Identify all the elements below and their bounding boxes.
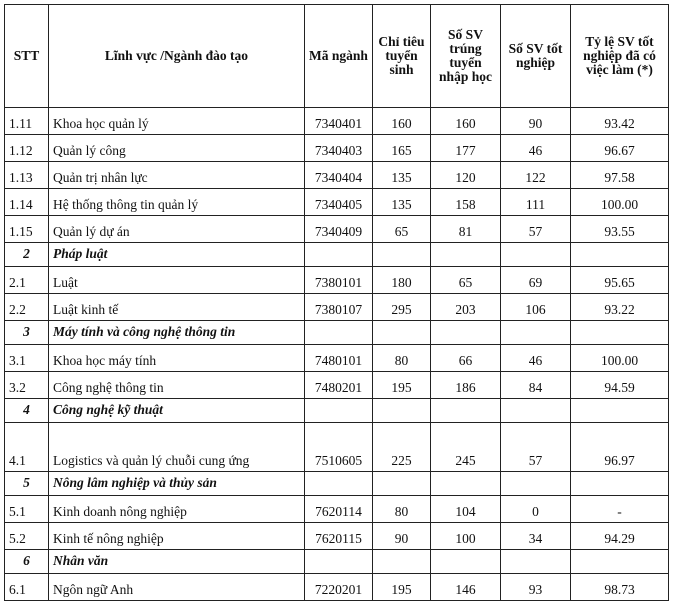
row-program-name: Kinh tế nông nghiệp <box>49 523 305 550</box>
empty-cell <box>373 472 431 496</box>
row-graduated: 46 <box>501 135 571 162</box>
row-quota: 160 <box>373 108 431 135</box>
group-row <box>5 550 669 574</box>
empty-cell <box>305 550 373 574</box>
row-program-name: Luật <box>49 267 305 294</box>
row-quota: 65 <box>373 216 431 243</box>
table-row <box>5 523 669 550</box>
row-stt: 1.13 <box>5 162 49 189</box>
row-employment-rate: 95.65 <box>571 267 669 294</box>
empty-cell <box>431 399 501 423</box>
empty-cell <box>431 472 501 496</box>
table-row <box>5 294 669 321</box>
row-graduated: 69 <box>501 267 571 294</box>
row-graduated: 0 <box>501 496 571 523</box>
row-program-code: 7340405 <box>305 189 373 216</box>
row-employment-rate: 93.22 <box>571 294 669 321</box>
header-code: Mã ngành <box>305 5 373 108</box>
row-stt: 1.11 <box>5 108 49 135</box>
row-admitted: 81 <box>431 216 501 243</box>
row-admitted: 104 <box>431 496 501 523</box>
empty-cell <box>431 321 501 345</box>
row-program-name: Kinh doanh nông nghiệp <box>49 496 305 523</box>
group-row <box>5 243 669 267</box>
empty-cell <box>501 399 571 423</box>
row-quota: 180 <box>373 267 431 294</box>
row-program-name: Logistics và quản lý chuỗi cung ứng <box>49 423 305 472</box>
row-graduated: 111 <box>501 189 571 216</box>
row-graduated: 84 <box>501 372 571 399</box>
empty-cell <box>501 472 571 496</box>
empty-cell <box>373 399 431 423</box>
table-row <box>5 496 669 523</box>
header-admitted: Số SV trúng tuyển nhập học <box>431 5 501 108</box>
admissions-table <box>4 4 669 601</box>
row-stt: 5.2 <box>5 523 49 550</box>
row-program-name: Công nghệ thông tin <box>49 372 305 399</box>
row-quota: 90 <box>373 523 431 550</box>
empty-cell <box>305 399 373 423</box>
group-name: Nhân văn <box>49 550 305 574</box>
row-program-code: 7480101 <box>305 345 373 372</box>
header-row <box>5 5 669 108</box>
row-graduated: 106 <box>501 294 571 321</box>
table-row <box>5 372 669 399</box>
empty-cell <box>571 321 669 345</box>
row-quota: 295 <box>373 294 431 321</box>
header-stt: STT <box>5 5 49 108</box>
empty-cell <box>305 321 373 345</box>
row-stt: 3.2 <box>5 372 49 399</box>
row-program-code: 7620115 <box>305 523 373 550</box>
row-program-name: Khoa học máy tính <box>49 345 305 372</box>
row-employment-rate: 97.58 <box>571 162 669 189</box>
row-quota: 195 <box>373 372 431 399</box>
row-admitted: 146 <box>431 574 501 601</box>
row-employment-rate: 93.42 <box>571 108 669 135</box>
row-graduated: 46 <box>501 345 571 372</box>
empty-cell <box>431 550 501 574</box>
row-graduated: 122 <box>501 162 571 189</box>
row-admitted: 177 <box>431 135 501 162</box>
empty-cell <box>501 243 571 267</box>
row-admitted: 65 <box>431 267 501 294</box>
row-employment-rate: 96.67 <box>571 135 669 162</box>
row-quota: 135 <box>373 162 431 189</box>
row-admitted: 158 <box>431 189 501 216</box>
row-program-code: 7340409 <box>305 216 373 243</box>
row-stt: 6.1 <box>5 574 49 601</box>
row-program-code: 7340401 <box>305 108 373 135</box>
row-program-code: 7510605 <box>305 423 373 472</box>
empty-cell <box>373 321 431 345</box>
table-row <box>5 189 669 216</box>
header-employment-rate: Tỷ lệ SV tốt nghiệp đã có việc làm (*) <box>571 5 669 108</box>
row-stt: 2.2 <box>5 294 49 321</box>
empty-cell <box>501 550 571 574</box>
row-employment-rate: 96.97 <box>571 423 669 472</box>
empty-cell <box>373 550 431 574</box>
group-name: Máy tính và công nghệ thông tin <box>49 321 305 345</box>
row-admitted: 120 <box>431 162 501 189</box>
row-program-name: Quản lý công <box>49 135 305 162</box>
empty-cell <box>373 243 431 267</box>
row-program-code: 7480201 <box>305 372 373 399</box>
row-employment-rate: - <box>571 496 669 523</box>
row-program-name: Khoa học quản lý <box>49 108 305 135</box>
row-program-name: Luật kinh tế <box>49 294 305 321</box>
row-program-name: Ngôn ngữ Anh <box>49 574 305 601</box>
row-employment-rate: 94.29 <box>571 523 669 550</box>
group-name: Pháp luật <box>49 243 305 267</box>
row-employment-rate: 100.00 <box>571 189 669 216</box>
row-quota: 80 <box>373 345 431 372</box>
row-quota: 225 <box>373 423 431 472</box>
group-row <box>5 321 669 345</box>
table-row <box>5 267 669 294</box>
empty-cell <box>571 472 669 496</box>
row-program-code: 7220201 <box>305 574 373 601</box>
table-row <box>5 108 669 135</box>
row-stt: 3.1 <box>5 345 49 372</box>
row-stt: 1.15 <box>5 216 49 243</box>
empty-cell <box>431 243 501 267</box>
row-employment-rate: 100.00 <box>571 345 669 372</box>
row-stt: 5.1 <box>5 496 49 523</box>
table-row <box>5 216 669 243</box>
row-program-name: Quản trị nhân lực <box>49 162 305 189</box>
table-row <box>5 423 669 472</box>
group-number: 5 <box>5 472 49 496</box>
table-row <box>5 345 669 372</box>
row-program-code: 7620114 <box>305 496 373 523</box>
row-program-code: 7380101 <box>305 267 373 294</box>
row-stt: 1.12 <box>5 135 49 162</box>
group-number: 6 <box>5 550 49 574</box>
header-graduated: Số SV tốt nghiệp <box>501 5 571 108</box>
row-employment-rate: 98.73 <box>571 574 669 601</box>
header-field: Lĩnh vực /Ngành đào tạo <box>49 5 305 108</box>
row-quota: 165 <box>373 135 431 162</box>
header-quota: Chỉ tiêu tuyển sinh <box>373 5 431 108</box>
row-program-code: 7340403 <box>305 135 373 162</box>
row-admitted: 203 <box>431 294 501 321</box>
row-graduated: 57 <box>501 216 571 243</box>
group-row <box>5 399 669 423</box>
table-row <box>5 162 669 189</box>
row-graduated: 34 <box>501 523 571 550</box>
row-admitted: 186 <box>431 372 501 399</box>
empty-cell <box>571 550 669 574</box>
empty-cell <box>305 243 373 267</box>
group-row <box>5 472 669 496</box>
row-admitted: 100 <box>431 523 501 550</box>
row-admitted: 66 <box>431 345 501 372</box>
table-row <box>5 574 669 601</box>
group-number: 4 <box>5 399 49 423</box>
group-name: Nông lâm nghiệp và thủy sản <box>49 472 305 496</box>
empty-cell <box>571 243 669 267</box>
empty-cell <box>501 321 571 345</box>
row-employment-rate: 94.59 <box>571 372 669 399</box>
empty-cell <box>305 472 373 496</box>
empty-cell <box>571 399 669 423</box>
row-employment-rate: 93.55 <box>571 216 669 243</box>
row-admitted: 245 <box>431 423 501 472</box>
row-graduated: 57 <box>501 423 571 472</box>
row-quota: 80 <box>373 496 431 523</box>
row-stt: 2.1 <box>5 267 49 294</box>
row-graduated: 90 <box>501 108 571 135</box>
row-admitted: 160 <box>431 108 501 135</box>
row-quota: 195 <box>373 574 431 601</box>
row-quota: 135 <box>373 189 431 216</box>
row-stt: 4.1 <box>5 423 49 472</box>
row-program-code: 7380107 <box>305 294 373 321</box>
row-stt: 1.14 <box>5 189 49 216</box>
group-number: 2 <box>5 243 49 267</box>
row-program-name: Quản lý dự án <box>49 216 305 243</box>
row-graduated: 93 <box>501 574 571 601</box>
table-body <box>5 108 669 601</box>
group-name: Công nghệ kỹ thuật <box>49 399 305 423</box>
row-program-name: Hệ thống thông tin quản lý <box>49 189 305 216</box>
group-number: 3 <box>5 321 49 345</box>
row-program-code: 7340404 <box>305 162 373 189</box>
table-row <box>5 135 669 162</box>
